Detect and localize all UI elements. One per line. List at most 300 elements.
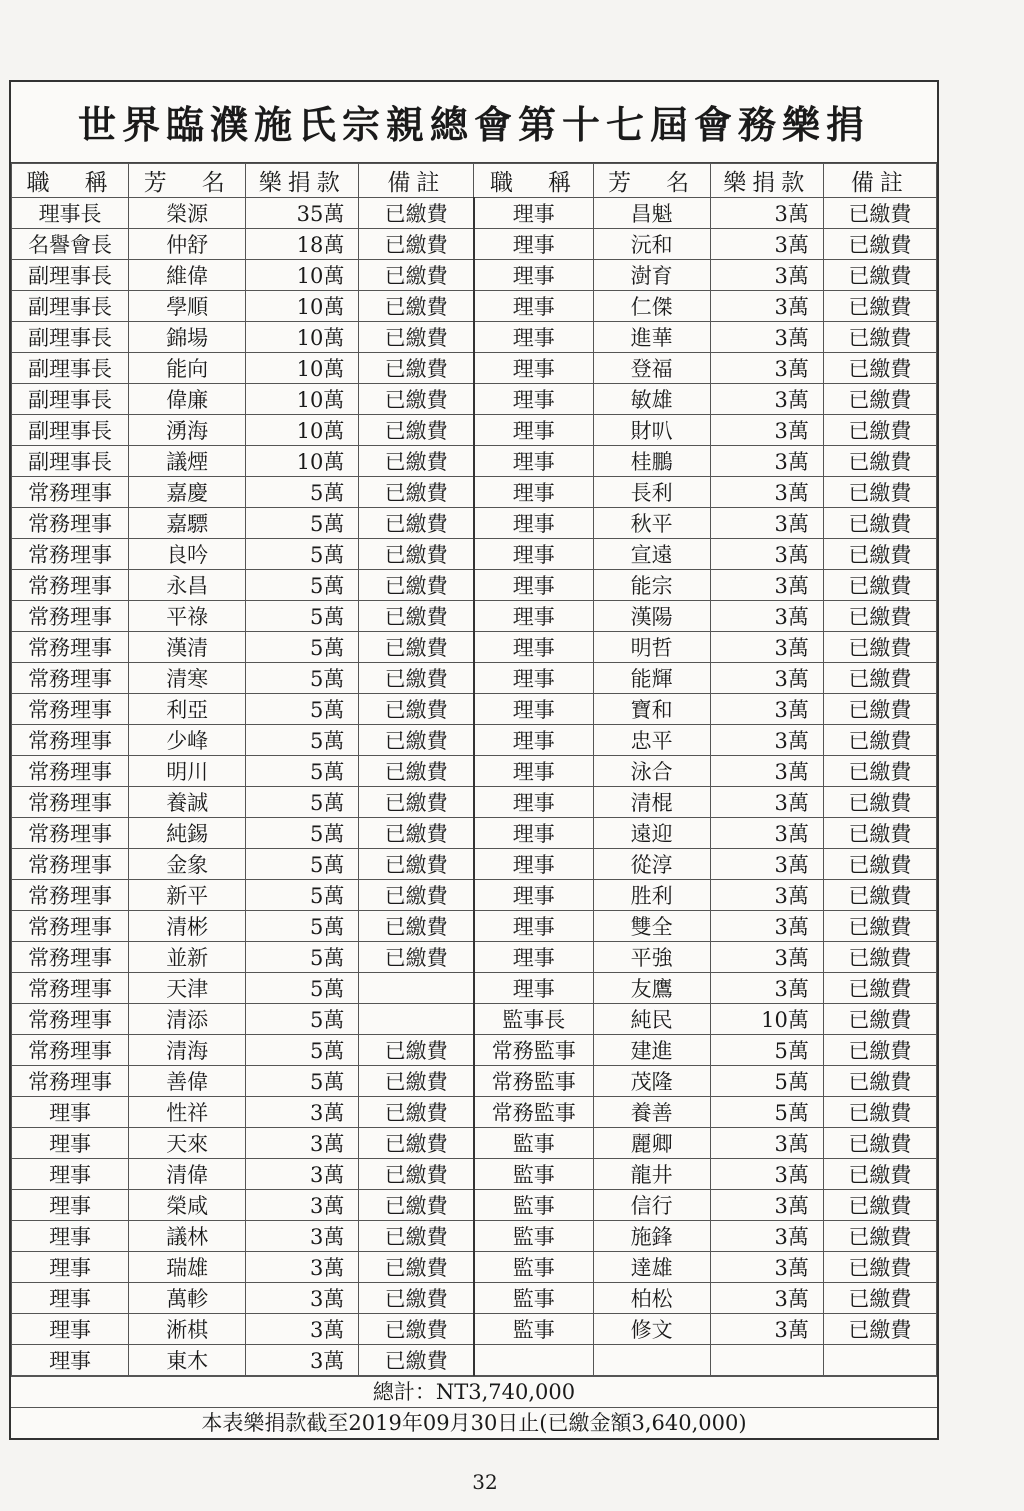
name-cell: 清海 [129, 1035, 246, 1066]
note-cell: 已繳費 [359, 756, 474, 787]
table-row [12, 415, 937, 446]
note-cell: 已繳費 [823, 849, 936, 880]
title-cell: 理事 [12, 1190, 129, 1221]
title-cell: 理事 [474, 663, 593, 694]
name-cell: 寶和 [593, 694, 710, 725]
title-cell: 監事 [474, 1128, 593, 1159]
name-cell: 仁傑 [593, 291, 710, 322]
note-cell: 已繳費 [823, 1128, 936, 1159]
column-header: 備註 [823, 164, 936, 198]
note-cell: 已繳費 [823, 384, 936, 415]
name-cell: 瑞雄 [129, 1252, 246, 1283]
name-cell: 良吟 [129, 539, 246, 570]
table-body [12, 198, 937, 1376]
amount-cell: 3萬 [710, 570, 823, 601]
amount-cell: 3萬 [710, 353, 823, 384]
note-cell: 已繳費 [823, 539, 936, 570]
amount-cell: 3萬 [710, 1159, 823, 1190]
title-cell: 理事 [474, 415, 593, 446]
title-cell: 常務理事 [12, 1066, 129, 1097]
name-cell: 湧海 [129, 415, 246, 446]
name-cell: 達雄 [593, 1252, 710, 1283]
note-cell: 已繳費 [823, 694, 936, 725]
note-cell: 已繳費 [823, 787, 936, 818]
name-cell: 平祿 [129, 601, 246, 632]
title-cell: 常務理事 [12, 880, 129, 911]
note-cell: 已繳費 [823, 942, 936, 973]
note-cell: 已繳費 [823, 1004, 936, 1035]
note-cell: 已繳費 [359, 880, 474, 911]
table-row [12, 477, 937, 508]
header-row [12, 164, 937, 198]
amount-cell: 5萬 [246, 911, 359, 942]
name-cell: 天來 [129, 1128, 246, 1159]
title-cell: 副理事長 [12, 322, 129, 353]
title-cell: 常務理事 [12, 849, 129, 880]
note-cell: 已繳費 [823, 1035, 936, 1066]
note-cell: 已繳費 [359, 384, 474, 415]
amount-cell: 10萬 [246, 322, 359, 353]
amount-cell: 5萬 [246, 477, 359, 508]
title-cell: 常務理事 [12, 570, 129, 601]
name-cell: 施鋒 [593, 1221, 710, 1252]
table-row [12, 849, 937, 880]
table-row [12, 818, 937, 849]
amount-cell: 3萬 [710, 601, 823, 632]
title-cell: 理事 [474, 477, 593, 508]
note-cell: 已繳費 [823, 353, 936, 384]
note-cell: 已繳費 [823, 1066, 936, 1097]
name-cell: 嘉慶 [129, 477, 246, 508]
title-cell: 理事 [474, 291, 593, 322]
title-cell: 監事 [474, 1314, 593, 1345]
amount-cell: 3萬 [710, 694, 823, 725]
amount-cell: 5萬 [246, 601, 359, 632]
name-cell: 桂鵬 [593, 446, 710, 477]
title-cell: 常務理事 [12, 477, 129, 508]
note-cell: 已繳費 [823, 725, 936, 756]
column-header: 樂捐款 [710, 164, 823, 198]
name-cell: 淅棋 [129, 1314, 246, 1345]
title-cell: 理事 [12, 1097, 129, 1128]
amount-cell: 3萬 [246, 1128, 359, 1159]
note-cell: 已繳費 [359, 911, 474, 942]
title-cell: 常務理事 [12, 1004, 129, 1035]
note-cell: 已繳費 [359, 942, 474, 973]
title-cell: 理事 [474, 260, 593, 291]
table-row [12, 508, 937, 539]
note-cell: 已繳費 [823, 508, 936, 539]
amount-cell: 3萬 [710, 415, 823, 446]
amount-cell: 3萬 [710, 198, 823, 229]
note-cell: 已繳費 [359, 353, 474, 384]
title-cell: 常務理事 [12, 663, 129, 694]
title-cell: 理事 [12, 1345, 129, 1376]
amount-cell: 3萬 [710, 880, 823, 911]
note-cell: 已繳費 [359, 663, 474, 694]
amount-cell: 10萬 [246, 291, 359, 322]
column-header: 樂捐款 [246, 164, 359, 198]
title-cell: 理事 [474, 353, 593, 384]
name-cell: 能宗 [593, 570, 710, 601]
name-cell: 胜利 [593, 880, 710, 911]
title-cell: 理事 [474, 570, 593, 601]
name-cell: 茂隆 [593, 1066, 710, 1097]
note-cell: 已繳費 [359, 1190, 474, 1221]
table-row [12, 880, 937, 911]
amount-cell: 3萬 [710, 1128, 823, 1159]
note-cell: 已繳費 [359, 725, 474, 756]
title-cell: 理事 [474, 942, 593, 973]
amount-cell: 3萬 [710, 787, 823, 818]
amount-cell: 5萬 [246, 818, 359, 849]
name-cell: 進華 [593, 322, 710, 353]
name-cell: 並新 [129, 942, 246, 973]
name-cell: 養誠 [129, 787, 246, 818]
note-cell: 已繳費 [359, 446, 474, 477]
name-cell: 宣遠 [593, 539, 710, 570]
title-cell: 名譽會長 [12, 229, 129, 260]
name-cell: 天津 [129, 973, 246, 1004]
name-cell: 維偉 [129, 260, 246, 291]
title-cell: 理事 [12, 1314, 129, 1345]
name-cell: 養善 [593, 1097, 710, 1128]
amount-cell: 5萬 [246, 508, 359, 539]
title-cell: 監事 [474, 1283, 593, 1314]
title-cell: 理事 [12, 1221, 129, 1252]
table-row [12, 1066, 937, 1097]
amount-cell: 5萬 [246, 1035, 359, 1066]
name-cell: 澍育 [593, 260, 710, 291]
amount-cell: 10萬 [246, 260, 359, 291]
name-cell: 能向 [129, 353, 246, 384]
title-cell: 理事 [474, 694, 593, 725]
name-cell: 建進 [593, 1035, 710, 1066]
title-cell: 副理事長 [12, 384, 129, 415]
note-cell: 已繳費 [823, 291, 936, 322]
title-cell: 常務理事 [12, 632, 129, 663]
title-cell: 常務理事 [12, 694, 129, 725]
note-cell: 已繳費 [823, 818, 936, 849]
note-cell: 已繳費 [823, 1159, 936, 1190]
amount-cell: 3萬 [710, 1221, 823, 1252]
name-cell: 登福 [593, 353, 710, 384]
table-row [12, 198, 937, 229]
note-cell: 已繳費 [359, 1345, 474, 1376]
name-cell: 東木 [129, 1345, 246, 1376]
amount-cell: 5萬 [246, 539, 359, 570]
amount-cell: 10萬 [246, 353, 359, 384]
name-cell: 漢陽 [593, 601, 710, 632]
note-cell: 已繳費 [359, 291, 474, 322]
amount-cell: 3萬 [710, 539, 823, 570]
note-cell: 已繳費 [823, 911, 936, 942]
name-cell: 泳合 [593, 756, 710, 787]
table-row [12, 1004, 937, 1035]
note-cell: 已繳費 [359, 1097, 474, 1128]
note-cell: 已繳費 [359, 539, 474, 570]
name-cell: 性祥 [129, 1097, 246, 1128]
amount-cell: 3萬 [710, 942, 823, 973]
title-cell [474, 1345, 593, 1376]
table-row [12, 632, 937, 663]
note-cell: 已繳費 [823, 260, 936, 291]
table-row [12, 1159, 937, 1190]
note-cell: 已繳費 [823, 973, 936, 1004]
note-cell: 已繳費 [359, 508, 474, 539]
amount-cell [710, 1345, 823, 1376]
donation-table [11, 163, 937, 1376]
title-cell: 常務監事 [474, 1097, 593, 1128]
name-cell: 清寒 [129, 663, 246, 694]
title-cell: 副理事長 [12, 260, 129, 291]
name-cell: 錦場 [129, 322, 246, 353]
title-cell: 常務理事 [12, 973, 129, 1004]
title-cell: 理事 [474, 229, 593, 260]
name-cell: 信行 [593, 1190, 710, 1221]
note-cell: 已繳費 [823, 663, 936, 694]
table-row [12, 1221, 937, 1252]
table-row [12, 322, 937, 353]
note-cell: 已繳費 [359, 322, 474, 353]
name-cell: 龍井 [593, 1159, 710, 1190]
name-cell: 議林 [129, 1221, 246, 1252]
title-cell: 理事 [474, 632, 593, 663]
table-row [12, 570, 937, 601]
name-cell: 榮源 [129, 198, 246, 229]
amount-cell: 5萬 [246, 725, 359, 756]
amount-cell: 3萬 [710, 973, 823, 1004]
title-cell: 常務理事 [12, 911, 129, 942]
title-cell: 理事 [474, 601, 593, 632]
title-cell: 副理事長 [12, 415, 129, 446]
table-row [12, 1345, 937, 1376]
name-cell: 修文 [593, 1314, 710, 1345]
note-cell: 已繳費 [359, 260, 474, 291]
note-cell: 已繳費 [359, 601, 474, 632]
amount-cell: 3萬 [710, 663, 823, 694]
amount-cell: 3萬 [710, 477, 823, 508]
amount-cell: 3萬 [246, 1283, 359, 1314]
table-row [12, 694, 937, 725]
amount-cell: 5萬 [710, 1035, 823, 1066]
amount-cell: 35萬 [246, 198, 359, 229]
title-cell: 監事 [474, 1190, 593, 1221]
table-row [12, 1283, 937, 1314]
title-cell: 監事長 [474, 1004, 593, 1035]
name-cell: 從淳 [593, 849, 710, 880]
name-cell: 清棍 [593, 787, 710, 818]
table-row [12, 229, 937, 260]
column-header: 備註 [359, 164, 474, 198]
name-cell: 漢清 [129, 632, 246, 663]
title-cell: 常務理事 [12, 787, 129, 818]
note-cell: 已繳費 [823, 756, 936, 787]
table-row [12, 539, 937, 570]
note-cell: 已繳費 [823, 601, 936, 632]
note-cell: 已繳費 [359, 415, 474, 446]
note-cell: 已繳費 [359, 632, 474, 663]
title-cell: 副理事長 [12, 446, 129, 477]
amount-cell: 5萬 [246, 694, 359, 725]
name-cell: 麗卿 [593, 1128, 710, 1159]
amount-cell: 5萬 [710, 1097, 823, 1128]
name-cell: 純錫 [129, 818, 246, 849]
amount-cell: 5萬 [246, 849, 359, 880]
title-cell: 理事 [474, 322, 593, 353]
note-cell: 已繳費 [823, 1283, 936, 1314]
note-cell: 已繳費 [359, 570, 474, 601]
title-cell: 理事 [12, 1283, 129, 1314]
amount-cell: 5萬 [246, 663, 359, 694]
amount-cell: 3萬 [710, 1283, 823, 1314]
name-cell: 平強 [593, 942, 710, 973]
title-cell: 理事 [474, 973, 593, 1004]
page-title: 世界臨濮施氏宗親總會第十七屆會務樂捐 [11, 82, 937, 163]
note-cell: 已繳費 [823, 1314, 936, 1345]
amount-cell: 3萬 [710, 849, 823, 880]
column-header: 職 稱 [12, 164, 129, 198]
name-cell: 明川 [129, 756, 246, 787]
title-cell: 理事 [474, 725, 593, 756]
title-cell: 常務理事 [12, 601, 129, 632]
title-cell: 理事 [474, 818, 593, 849]
table-row [12, 384, 937, 415]
amount-cell: 3萬 [710, 260, 823, 291]
title-cell: 理事長 [12, 198, 129, 229]
name-cell: 萬軫 [129, 1283, 246, 1314]
note-cell [823, 1345, 936, 1376]
note-cell: 已繳費 [359, 1159, 474, 1190]
note-cell: 已繳費 [823, 632, 936, 663]
amount-cell: 5萬 [246, 570, 359, 601]
name-cell: 長利 [593, 477, 710, 508]
note-cell: 已繳費 [823, 1097, 936, 1128]
amount-cell: 3萬 [710, 446, 823, 477]
title-cell: 理事 [474, 446, 593, 477]
name-cell: 秋平 [593, 508, 710, 539]
title-cell: 常務監事 [474, 1035, 593, 1066]
name-cell: 純民 [593, 1004, 710, 1035]
column-header: 芳 名 [593, 164, 710, 198]
amount-cell: 5萬 [710, 1066, 823, 1097]
title-cell: 理事 [474, 849, 593, 880]
title-cell: 理事 [474, 880, 593, 911]
note-cell: 已繳費 [823, 1190, 936, 1221]
amount-cell: 5萬 [246, 632, 359, 663]
title-cell: 理事 [474, 384, 593, 415]
amount-cell: 5萬 [246, 1066, 359, 1097]
name-cell: 雙全 [593, 911, 710, 942]
title-cell: 理事 [12, 1128, 129, 1159]
total-amount: 總計：NT3,740,000 [11, 1376, 937, 1407]
note-cell: 已繳費 [823, 322, 936, 353]
name-cell: 利亞 [129, 694, 246, 725]
note-cell: 已繳費 [359, 1314, 474, 1345]
name-cell: 友鷹 [593, 973, 710, 1004]
table-row [12, 1035, 937, 1066]
name-cell: 永昌 [129, 570, 246, 601]
note-cell: 已繳費 [823, 415, 936, 446]
name-cell: 財叭 [593, 415, 710, 446]
footer-note: 本表樂捐款截至2019年09月30日止(已繳金額3,640,000) [11, 1407, 937, 1438]
title-cell: 理事 [474, 508, 593, 539]
amount-cell: 10萬 [246, 415, 359, 446]
amount-cell: 5萬 [246, 1004, 359, 1035]
name-cell: 少峰 [129, 725, 246, 756]
amount-cell: 5萬 [246, 756, 359, 787]
amount-cell: 3萬 [246, 1221, 359, 1252]
title-cell: 理事 [474, 539, 593, 570]
column-header: 芳 名 [129, 164, 246, 198]
table-row [12, 787, 937, 818]
amount-cell: 3萬 [246, 1159, 359, 1190]
title-cell: 常務理事 [12, 818, 129, 849]
table-row [12, 601, 937, 632]
name-cell: 柏松 [593, 1283, 710, 1314]
amount-cell: 3萬 [246, 1190, 359, 1221]
name-cell: 昌魁 [593, 198, 710, 229]
table-row [12, 1097, 937, 1128]
note-cell: 已繳費 [823, 880, 936, 911]
title-cell: 監事 [474, 1252, 593, 1283]
amount-cell: 3萬 [710, 1190, 823, 1221]
amount-cell: 3萬 [710, 508, 823, 539]
table-row [12, 973, 937, 1004]
note-cell: 已繳費 [359, 694, 474, 725]
table-row [12, 1128, 937, 1159]
table-row [12, 663, 937, 694]
table-row [12, 1314, 937, 1345]
page-number: 32 [472, 1470, 498, 1494]
donation-sheet [9, 80, 939, 1440]
note-cell: 已繳費 [359, 818, 474, 849]
name-cell: 能輝 [593, 663, 710, 694]
amount-cell: 3萬 [710, 1314, 823, 1345]
amount-cell: 10萬 [246, 384, 359, 415]
name-cell: 明哲 [593, 632, 710, 663]
note-cell: 已繳費 [359, 229, 474, 260]
note-cell: 已繳費 [823, 1221, 936, 1252]
note-cell: 已繳費 [359, 198, 474, 229]
amount-cell: 10萬 [710, 1004, 823, 1035]
note-cell: 已繳費 [359, 477, 474, 508]
table-row [12, 353, 937, 384]
amount-cell: 5萬 [246, 787, 359, 818]
name-cell: 敏雄 [593, 384, 710, 415]
title-cell: 理事 [474, 198, 593, 229]
amount-cell: 3萬 [246, 1097, 359, 1128]
note-cell: 已繳費 [359, 1283, 474, 1314]
name-cell: 清添 [129, 1004, 246, 1035]
note-cell: 已繳費 [823, 446, 936, 477]
column-header: 職 稱 [474, 164, 593, 198]
name-cell: 議煙 [129, 446, 246, 477]
table-row [12, 911, 937, 942]
title-cell: 常務理事 [12, 725, 129, 756]
title-cell: 理事 [474, 911, 593, 942]
name-cell: 金象 [129, 849, 246, 880]
name-cell [593, 1345, 710, 1376]
table-row [12, 1252, 937, 1283]
note-cell: 已繳費 [359, 1035, 474, 1066]
amount-cell: 3萬 [710, 818, 823, 849]
table-row [12, 756, 937, 787]
table-row [12, 942, 937, 973]
name-cell: 學順 [129, 291, 246, 322]
note-cell: 已繳費 [359, 1128, 474, 1159]
amount-cell: 18萬 [246, 229, 359, 260]
